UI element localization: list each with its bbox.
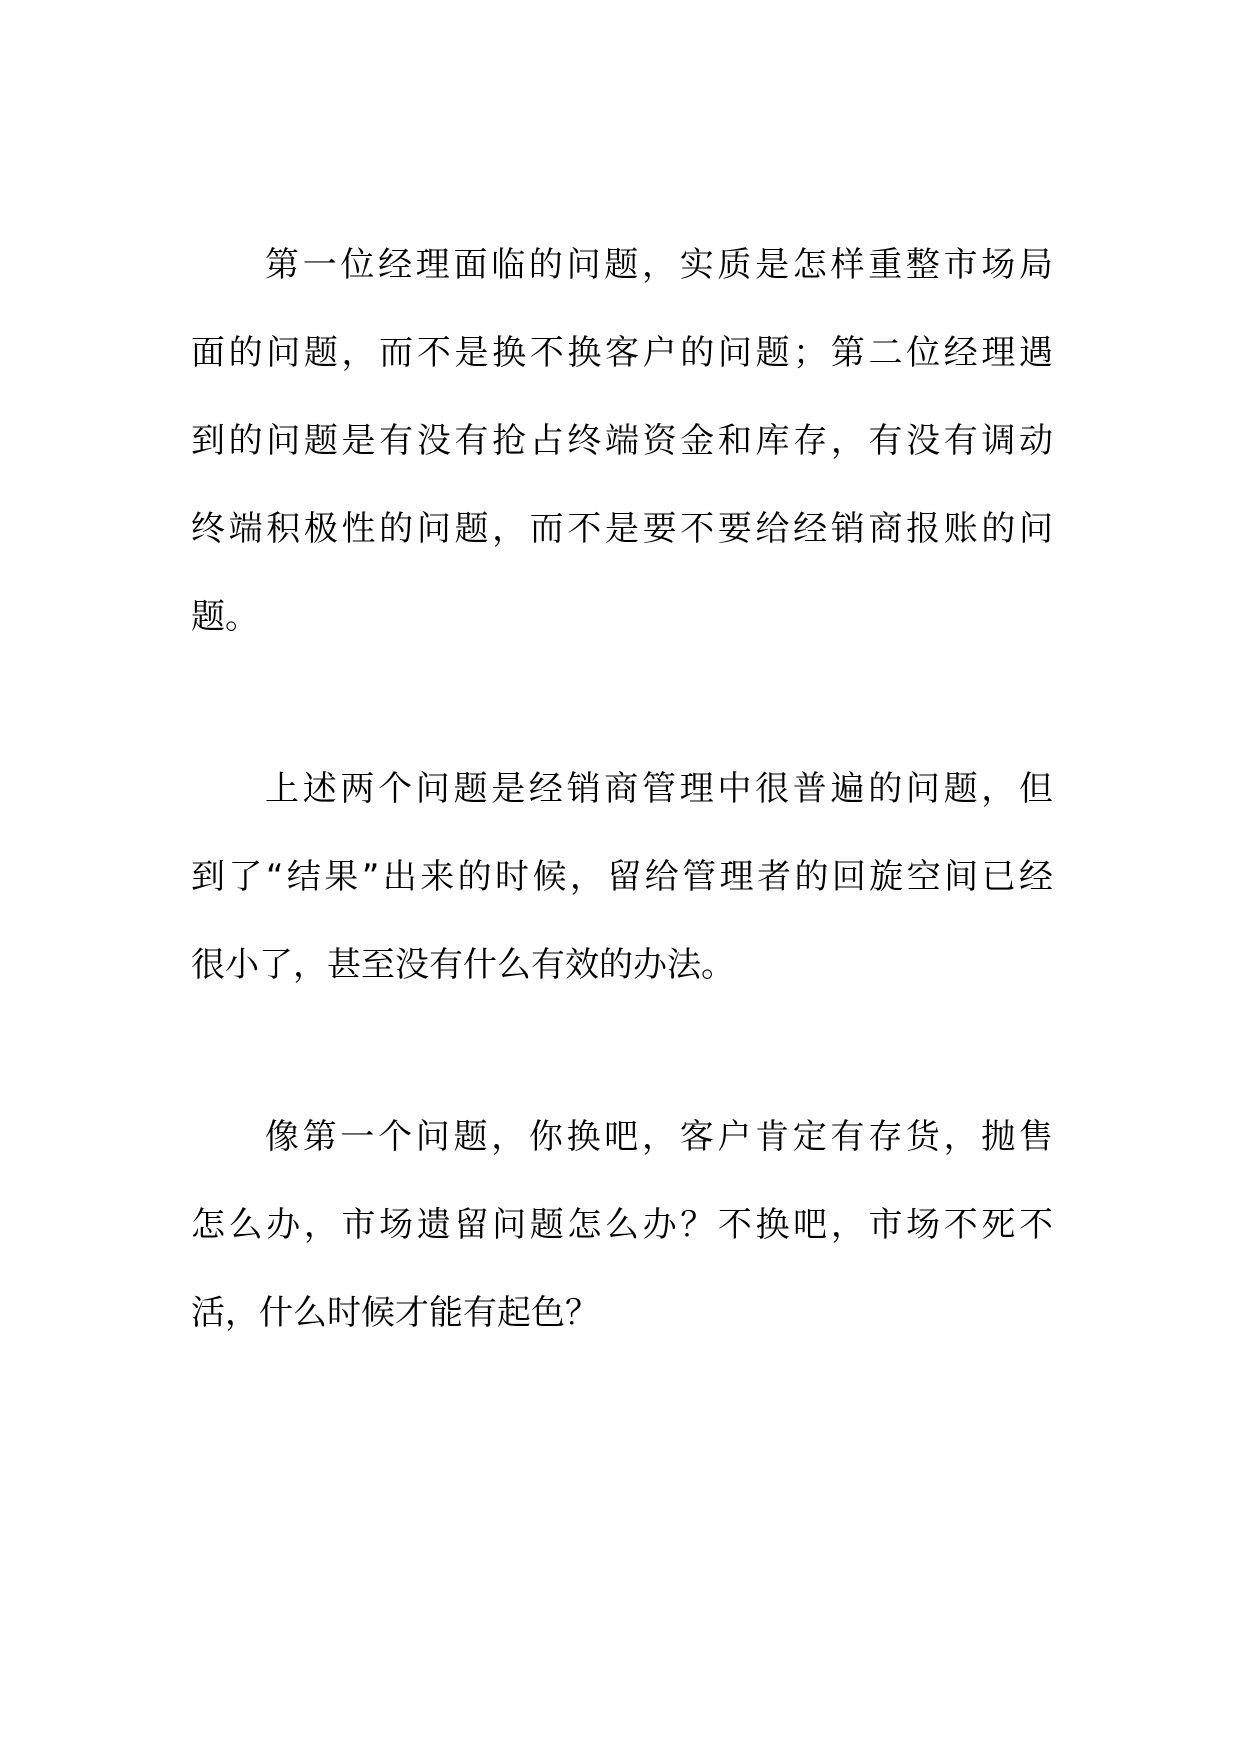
paragraph-line: 活，什么时候才能有起色？ xyxy=(191,1293,599,1333)
paragraph-line: 像第一个问题，你换吧，客户肯定有存货，抛售 xyxy=(265,1117,1053,1157)
paragraph-line: 题。 xyxy=(191,597,259,637)
paragraph-line: 很小了，甚至没有什么有效的办法。 xyxy=(191,945,735,985)
paragraph-line: 到了“结果”出来的时候，留给管理者的回旋空间已经 xyxy=(191,857,1053,897)
paragraph-line: 终端积极性的问题，而不是要不要给经销商报账的问 xyxy=(191,509,1053,549)
paragraph-line: 上述两个问题是经销商管理中很普遍的问题，但 xyxy=(265,769,1053,809)
paragraph-line: 到的问题是有没有抢占终端资金和库存，有没有调动 xyxy=(191,421,1053,461)
paragraph-line: 面的问题，而不是换不换客户的问题；第二位经理遇 xyxy=(191,333,1053,373)
paragraph-line: 怎么办，市场遗留问题怎么办？不换吧，市场不死不 xyxy=(191,1205,1053,1245)
paragraph-line: 第一位经理面临的问题，实质是怎样重整市场局 xyxy=(265,245,1053,285)
